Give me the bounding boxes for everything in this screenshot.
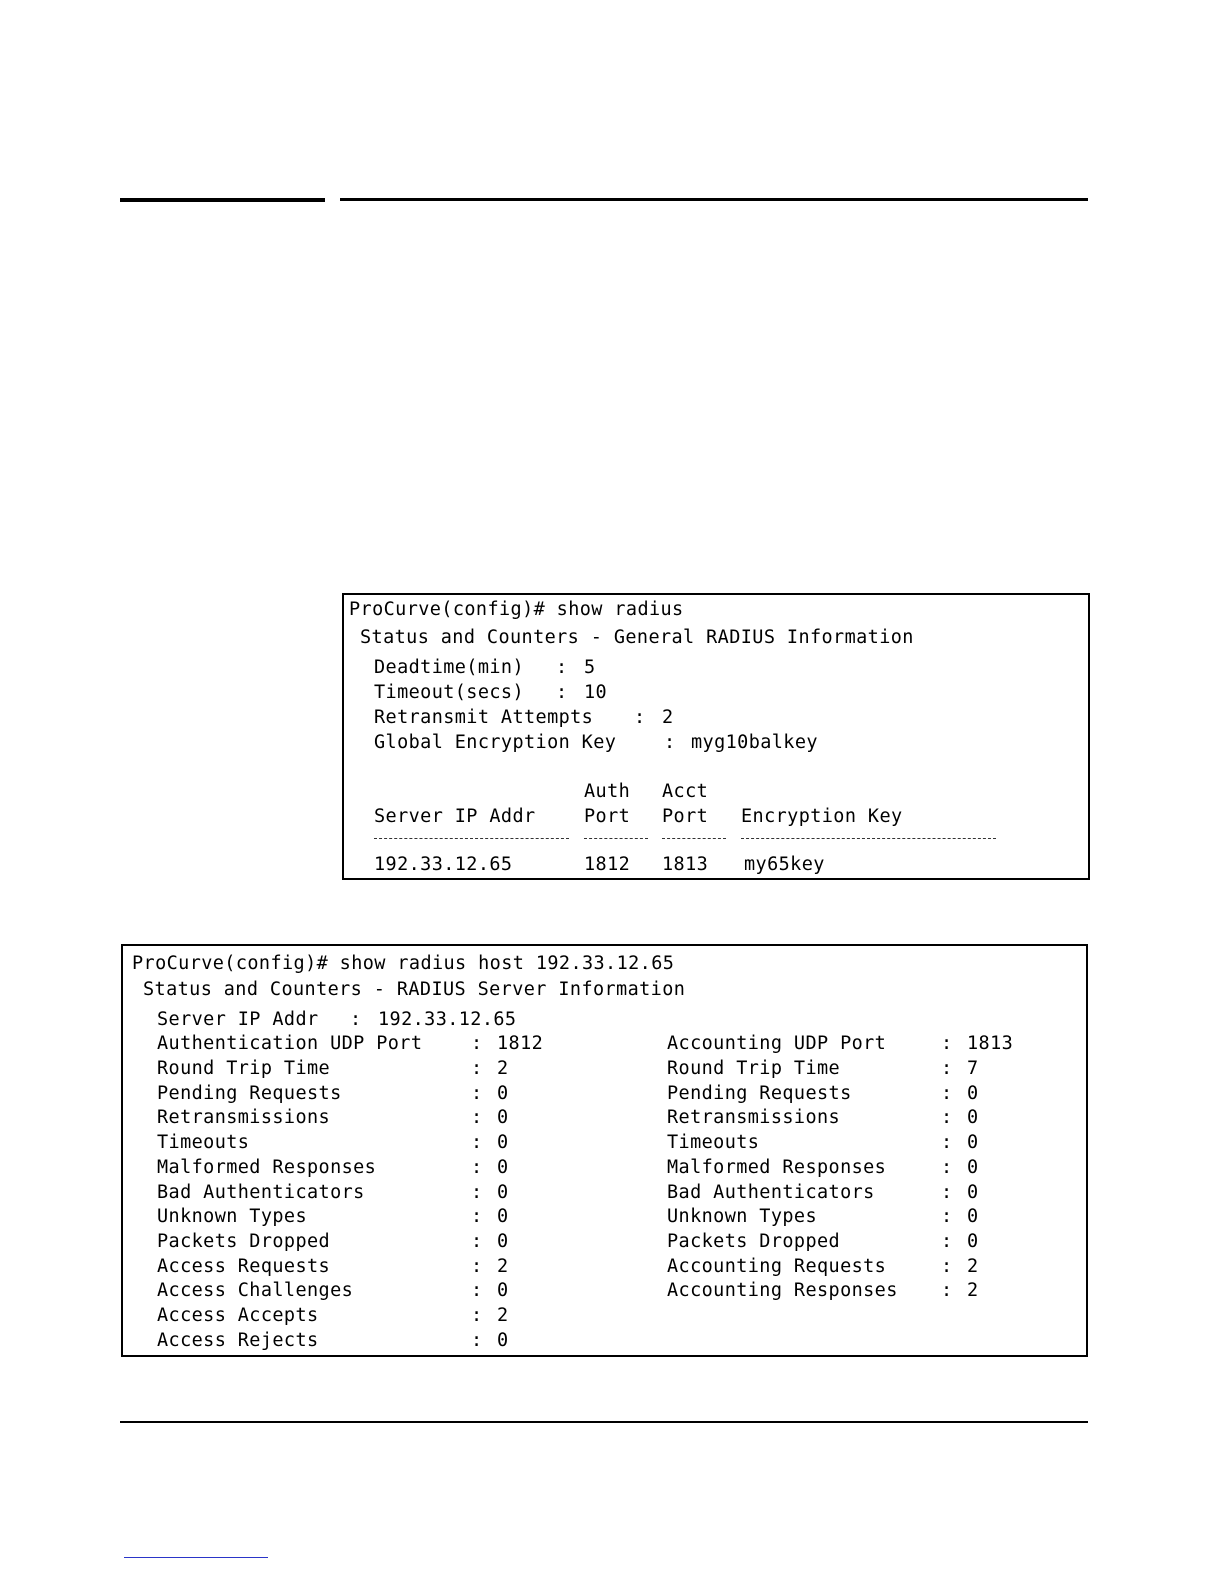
- stat-separator: :: [471, 1107, 483, 1128]
- show-radius-host-output: [121, 944, 1088, 1357]
- stat-label: Round Trip Time: [157, 1058, 331, 1079]
- section-heading: Status and Counters - General RADIUS Information: [360, 627, 914, 648]
- stat-value: 2: [967, 1280, 979, 1301]
- setting-label: Retransmit Attempts: [374, 707, 594, 728]
- stat-value: 7: [967, 1058, 979, 1079]
- stat-label: Pending Requests: [667, 1083, 852, 1104]
- header-rule-left: [120, 198, 325, 202]
- stat-separator: :: [941, 1083, 953, 1104]
- stat-value: 0: [497, 1157, 509, 1178]
- stat-separator: :: [471, 1182, 483, 1203]
- stat-label: Access Accepts: [157, 1305, 319, 1326]
- setting-sep: :: [556, 682, 568, 703]
- stat-label: Access Challenges: [157, 1280, 354, 1301]
- stat-value: 0: [497, 1280, 509, 1301]
- stat-label: Packets Dropped: [667, 1231, 841, 1252]
- stat-separator: :: [471, 1206, 483, 1227]
- stat-value: 0: [497, 1206, 509, 1227]
- stat-separator: :: [941, 1231, 953, 1252]
- setting-value: 10: [584, 682, 608, 703]
- stat-label: Unknown Types: [157, 1206, 307, 1227]
- column-header: Port: [662, 806, 709, 827]
- column-header: Auth: [584, 781, 631, 802]
- stat-separator: :: [941, 1280, 953, 1301]
- stat-value: 2: [497, 1256, 509, 1277]
- setting-sep: :: [664, 732, 676, 753]
- stat-separator: :: [471, 1305, 483, 1326]
- setting-sep: :: [556, 657, 568, 678]
- stat-value: 0: [967, 1083, 979, 1104]
- setting-label: Global Encryption Key: [374, 732, 617, 753]
- stat-label: Malformed Responses: [157, 1157, 377, 1178]
- stat-value: 2: [497, 1305, 509, 1326]
- stat-label: Unknown Types: [667, 1206, 817, 1227]
- stat-separator: :: [471, 1256, 483, 1277]
- auth-port-value: 1812: [497, 1033, 544, 1054]
- stat-value: 0: [497, 1330, 509, 1351]
- stat-value: 2: [497, 1058, 509, 1079]
- column-header: Server IP Addr: [374, 806, 536, 827]
- stat-value: 2: [967, 1256, 979, 1277]
- footer-link-underline: [124, 1557, 268, 1558]
- stat-separator: :: [941, 1206, 953, 1227]
- stat-label: Bad Authenticators: [157, 1182, 365, 1203]
- stat-separator: :: [941, 1058, 953, 1079]
- section-heading: Status and Counters - RADIUS Server Information: [143, 979, 686, 1000]
- stat-separator: :: [471, 1132, 483, 1153]
- stat-label: Packets Dropped: [157, 1231, 331, 1252]
- stat-label: Pending Requests: [157, 1083, 342, 1104]
- stat-value: 0: [497, 1231, 509, 1252]
- stat-label: Timeouts: [667, 1132, 760, 1153]
- table-divider: [662, 838, 726, 839]
- server-ip-sep: :: [350, 1009, 362, 1030]
- acct-port-sep: :: [941, 1033, 953, 1054]
- stat-separator: :: [471, 1083, 483, 1104]
- setting-label: Timeout(secs): [374, 682, 524, 703]
- stat-separator: :: [941, 1107, 953, 1128]
- stat-separator: :: [471, 1231, 483, 1252]
- stat-separator: :: [941, 1157, 953, 1178]
- stat-value: 0: [967, 1182, 979, 1203]
- stat-value: 0: [967, 1107, 979, 1128]
- stat-value: 0: [967, 1157, 979, 1178]
- stat-separator: :: [941, 1256, 953, 1277]
- column-header: Port: [584, 806, 631, 827]
- stat-label: Malformed Responses: [667, 1157, 887, 1178]
- table-divider: [741, 838, 996, 839]
- acct-port-value: 1813: [967, 1033, 1014, 1054]
- stat-value: 0: [497, 1107, 509, 1128]
- stat-separator: :: [471, 1330, 483, 1351]
- stat-label: Retransmissions: [667, 1107, 841, 1128]
- stat-label: Access Requests: [157, 1256, 331, 1277]
- footer-rule: [120, 1421, 1088, 1423]
- stat-separator: :: [471, 1280, 483, 1301]
- stat-label: Timeouts: [157, 1132, 250, 1153]
- server-ip-label: Server IP Addr: [157, 1009, 319, 1030]
- table-divider: [374, 838, 569, 839]
- column-header: Acct: [662, 781, 709, 802]
- show-radius-output: [342, 593, 1090, 880]
- acct-port-label: Accounting UDP Port: [667, 1033, 887, 1054]
- setting-value: myg10balkey: [691, 732, 818, 753]
- stat-label: Bad Authenticators: [667, 1182, 875, 1203]
- stat-separator: :: [471, 1058, 483, 1079]
- header-rule-right: [340, 198, 1088, 201]
- column-header: Encryption Key: [741, 806, 903, 827]
- stat-value: 0: [497, 1083, 509, 1104]
- setting-sep: :: [634, 707, 646, 728]
- setting-value: 5: [584, 657, 596, 678]
- table-cell: 1813: [662, 854, 709, 875]
- stat-value: 0: [497, 1182, 509, 1203]
- command-line: ProCurve(config)# show radius: [349, 599, 684, 620]
- setting-value: 2: [662, 707, 674, 728]
- auth-port-label: Authentication UDP Port: [157, 1033, 423, 1054]
- stat-label: Accounting Responses: [667, 1280, 898, 1301]
- stat-value: 0: [967, 1231, 979, 1252]
- table-divider: [584, 838, 648, 839]
- server-ip-value: 192.33.12.65: [378, 1009, 517, 1030]
- stat-label: Access Rejects: [157, 1330, 319, 1351]
- command-line: ProCurve(config)# show radius host 192.33.12.65: [132, 953, 675, 974]
- table-cell: 1812: [584, 854, 631, 875]
- stat-value: 0: [967, 1132, 979, 1153]
- stat-value: 0: [497, 1132, 509, 1153]
- table-cell: 192.33.12.65: [374, 854, 513, 875]
- stat-separator: :: [471, 1157, 483, 1178]
- table-cell: my65key: [744, 854, 825, 875]
- stat-separator: :: [941, 1182, 953, 1203]
- stat-label: Retransmissions: [157, 1107, 331, 1128]
- stat-label: Round Trip Time: [667, 1058, 841, 1079]
- stat-separator: :: [941, 1132, 953, 1153]
- setting-label: Deadtime(min): [374, 657, 524, 678]
- stat-value: 0: [967, 1206, 979, 1227]
- stat-label: Accounting Requests: [667, 1256, 887, 1277]
- auth-port-sep: :: [471, 1033, 483, 1054]
